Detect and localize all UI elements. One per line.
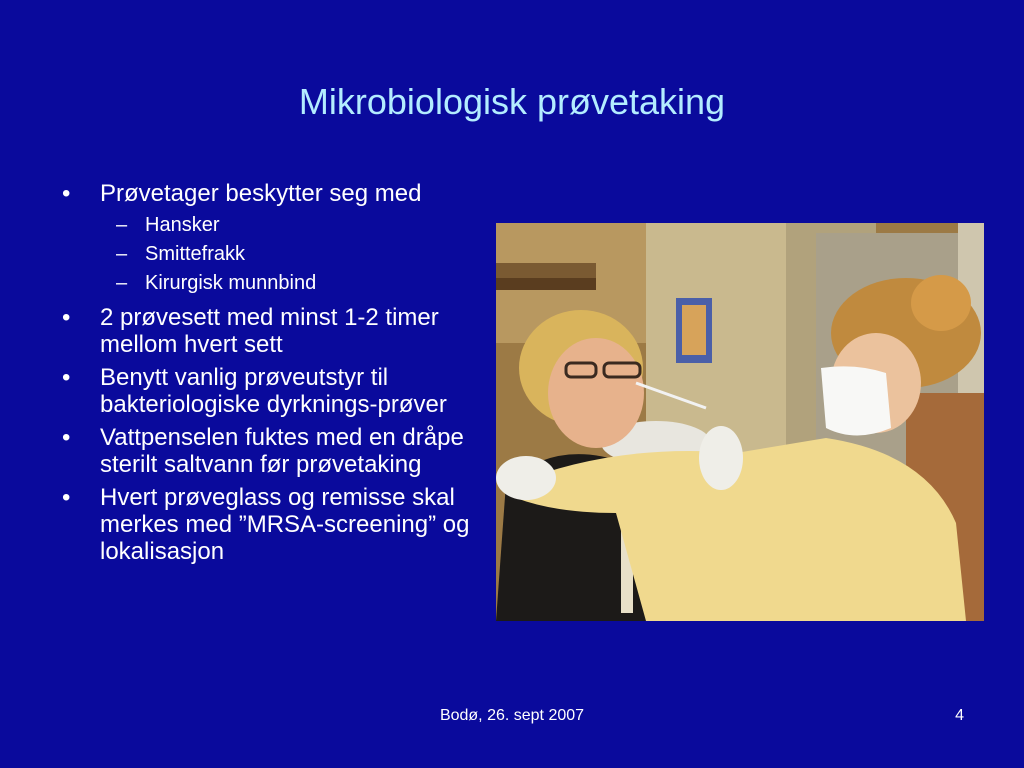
bullet-text: 2 prøvesett med minst 1-2 timer mellom hvert sett [100, 304, 439, 358]
bullet-text: Benytt vanlig prøveutstyr til bakteriologiske dyrknings-prøver [100, 364, 447, 418]
bullet-text: Vattpenselen fuktes med en dråpe sterilt saltvann før prøvetaking [100, 424, 464, 478]
bullet-text: Prøvetager beskytter seg med [100, 180, 422, 207]
bullet-item [58, 180, 488, 298]
bullet-item [58, 304, 488, 358]
sub-bullet-item: – Kirurgisk munnbind [100, 269, 488, 298]
bullet-list [58, 180, 488, 565]
sub-bullet-item: – Hansker [100, 211, 488, 240]
slide-title: Mikrobiologisk prøvetaking [298, 81, 726, 122]
sub-bullet-item: – Smittefrakk [100, 240, 488, 269]
bullet-item [58, 364, 488, 418]
bullet-list-container [58, 180, 488, 571]
nasal-swab-photo [496, 223, 984, 621]
bullet-text: Hvert prøveglass og remisse skal merkes med ”MRSA-screening” og lokalisasjon [100, 484, 470, 565]
page-number: 4 [955, 707, 964, 724]
sub-bullet-list [100, 211, 488, 298]
bullet-item [58, 484, 488, 565]
bullet-item [58, 424, 488, 478]
footer-place-date: Bodø, 26. sept 2007 [439, 707, 585, 724]
